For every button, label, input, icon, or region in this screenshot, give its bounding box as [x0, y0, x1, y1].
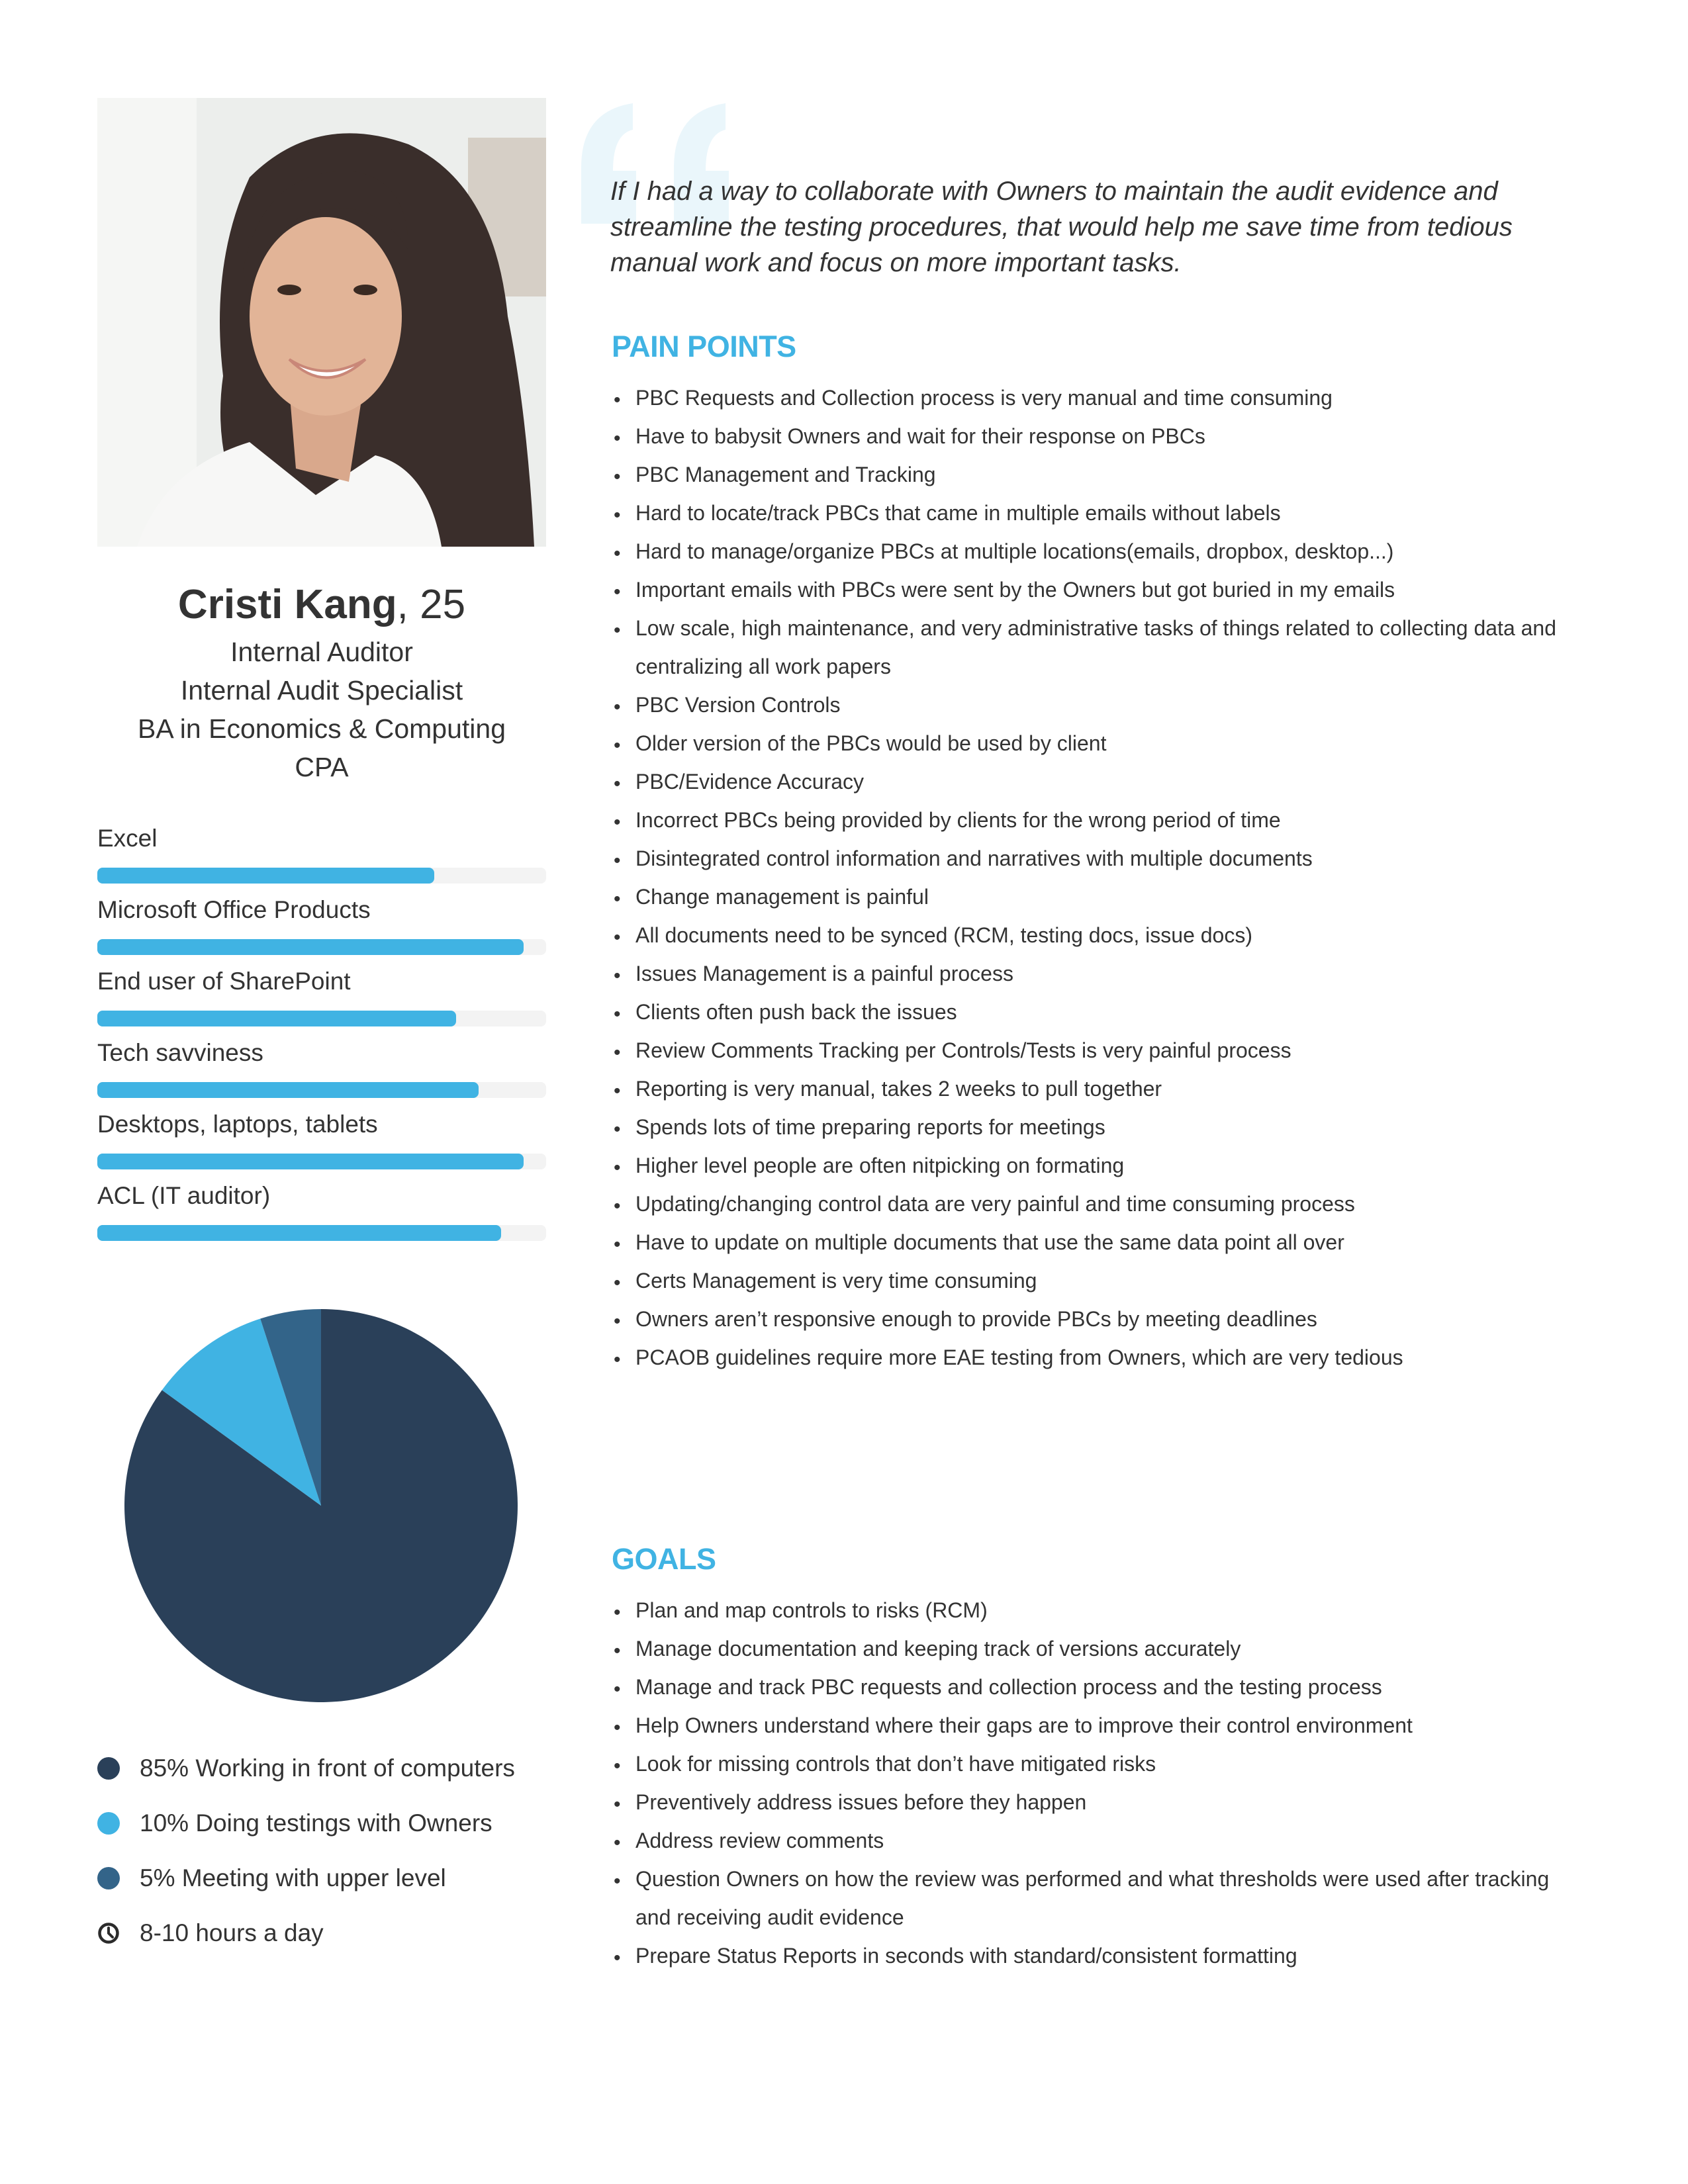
persona-photo	[97, 98, 546, 547]
bullet-icon: •	[614, 1118, 621, 1140]
skill-acl	[97, 1181, 546, 1252]
bullet-icon: •	[614, 1195, 621, 1217]
list-item-text: Change management is painful	[635, 885, 929, 909]
bullet-icon: •	[614, 927, 621, 948]
goals-heading: GOALS	[612, 1542, 716, 1576]
persona-certification: CPA	[295, 752, 349, 782]
list-item-text: Address review comments	[635, 1829, 884, 1852]
bullet-icon: •	[614, 1870, 621, 1892]
legend-dot-icon	[97, 1757, 120, 1780]
legend-dot-icon	[97, 1867, 120, 1889]
legend-label: 5% Meeting with upper level	[140, 1864, 446, 1891]
skill-label: Tech savviness	[97, 1039, 263, 1066]
list-item	[612, 1706, 1571, 1745]
bullet-icon: •	[614, 1640, 621, 1662]
persona-identity	[97, 577, 546, 786]
bullet-icon: •	[614, 811, 621, 833]
list-item-text: Hard to locate/track PBCs that came in multiple emails without labels	[635, 501, 1281, 525]
skill-label: Microsoft Office Products	[97, 896, 371, 923]
list-item-text: Hard to manage/organize PBCs at multiple locations(emails, dropbox, desktop...)	[635, 539, 1394, 563]
skill-label: Desktops, laptops, tablets	[97, 1111, 378, 1138]
persona-education: BA in Economics & Computing	[137, 713, 506, 744]
skill-progress-track	[97, 1154, 546, 1169]
list-item	[612, 1031, 1571, 1069]
persona-quote: If I had a way to collaborate with Owners to maintain the audit evidence and streamline the testing procedures, that would help me save time from tedious manual work and focus on more important tasks.	[610, 177, 1513, 277]
list-item-text: PBC/Evidence Accuracy	[635, 770, 865, 794]
bullet-icon: •	[614, 543, 621, 565]
legend-item-testing	[97, 1796, 561, 1850]
list-item	[612, 686, 1571, 724]
legend-label: 10% Doing testings with Owners	[140, 1809, 492, 1837]
list-item	[612, 1108, 1571, 1146]
list-item	[612, 1300, 1571, 1338]
skill-label: Excel	[97, 825, 158, 852]
list-item-text: Review Comments Tracking per Controls/Tests is very painful process	[635, 1038, 1291, 1062]
persona-title: Internal Audit Specialist	[180, 675, 463, 705]
skill-label: ACL (IT auditor)	[97, 1182, 271, 1209]
list-item	[612, 1146, 1571, 1185]
list-item	[612, 762, 1571, 801]
list-item-text: Spends lots of time preparing reports for meetings	[635, 1115, 1105, 1139]
skill-microsoft-office	[97, 895, 546, 966]
name-text: Cristi Kang	[177, 582, 397, 627]
bullet-icon: •	[614, 773, 621, 795]
list-item-text: Disintegrated control information and narratives with multiple documents	[635, 846, 1313, 870]
bullet-icon: •	[614, 428, 621, 449]
skill-sharepoint	[97, 966, 546, 1038]
bullet-icon: •	[614, 1832, 621, 1854]
bullet-icon: •	[614, 696, 621, 718]
skill-progress-track	[97, 1225, 546, 1241]
list-item	[612, 1783, 1571, 1821]
list-item-text: Manage documentation and keeping track of versions accurately	[635, 1637, 1241, 1661]
bullet-icon: •	[614, 619, 621, 641]
list-item-text: PBC Requests and Collection process is very manual and time consuming	[635, 386, 1333, 410]
list-item	[612, 801, 1571, 839]
bullet-icon: •	[614, 1080, 621, 1102]
list-item	[612, 379, 1571, 417]
list-item-text: Question Owners on how the review was performed and what thresholds were used after tracking and receiving audit evidence	[635, 1867, 1550, 1929]
list-item	[612, 494, 1571, 532]
bullet-icon: •	[614, 888, 621, 910]
legend-item-hours	[97, 1905, 561, 1960]
legend-item-computers	[97, 1741, 561, 1796]
list-item-text: PCAOB guidelines require more EAE testing from Owners, which are very tedious	[635, 1345, 1403, 1369]
list-item	[612, 724, 1571, 762]
bullet-icon: •	[614, 1717, 621, 1739]
list-item	[612, 954, 1571, 993]
legend-dot-icon	[97, 1812, 120, 1835]
pie-chart-svg	[122, 1307, 520, 1704]
list-item-text: Manage and track PBC requests and collection process and the testing process	[635, 1675, 1382, 1699]
list-item-text: Reporting is very manual, takes 2 weeks to pull together	[635, 1077, 1162, 1101]
skill-progress-fill	[97, 1225, 501, 1241]
goals-list	[612, 1591, 1571, 1975]
list-item	[612, 1668, 1571, 1706]
portrait-image	[97, 98, 546, 547]
list-item-text: Clients often push back the issues	[635, 1000, 957, 1024]
bullet-icon: •	[614, 735, 621, 756]
list-item-text: Have to babysit Owners and wait for their response on PBCs	[635, 424, 1205, 448]
list-item-text: PBC Management and Tracking	[635, 463, 936, 486]
list-item-text: Higher level people are often nitpicking on formating	[635, 1154, 1125, 1177]
skill-progress-fill	[97, 1082, 479, 1098]
list-item-text: Owners aren’t responsive enough to provide PBCs by meeting deadlines	[635, 1307, 1317, 1331]
list-item	[612, 993, 1571, 1031]
hours-label: 8-10 hours a day	[140, 1919, 324, 1946]
skill-progress-fill	[97, 1011, 456, 1026]
list-item	[612, 1860, 1571, 1936]
list-item	[612, 1629, 1571, 1668]
list-item-text: All documents need to be synced (RCM, testing docs, issue docs)	[635, 923, 1252, 947]
legend-item-meetings	[97, 1850, 561, 1905]
list-item	[612, 839, 1571, 878]
list-item	[612, 455, 1571, 494]
pain-points-heading: PAIN POINTS	[612, 330, 796, 363]
skills-list	[97, 823, 546, 1252]
skill-excel	[97, 823, 546, 895]
age-text: , 25	[397, 582, 466, 627]
skill-progress-track	[97, 1082, 546, 1098]
bullet-icon: •	[614, 965, 621, 987]
skill-progress-fill	[97, 868, 434, 884]
skill-label: End user of SharePoint	[97, 968, 351, 995]
list-item	[612, 417, 1571, 455]
bullet-icon: •	[614, 1310, 621, 1332]
bullet-icon: •	[614, 1157, 621, 1179]
time-allocation-pie-chart	[122, 1307, 520, 1704]
list-item	[612, 1745, 1571, 1783]
bullet-icon: •	[614, 581, 621, 603]
list-item-text: Look for missing controls that don’t have mitigated risks	[635, 1752, 1156, 1776]
bullet-icon: •	[614, 1947, 621, 1969]
list-item	[612, 1223, 1571, 1261]
bullet-icon: •	[614, 504, 621, 526]
list-item-text: Certs Management is very time consuming	[635, 1269, 1037, 1293]
bullet-icon: •	[614, 1602, 621, 1623]
clock-icon	[97, 1922, 120, 1944]
list-item-text: Have to update on multiple documents that use the same data point all over	[635, 1230, 1344, 1254]
list-item	[612, 1185, 1571, 1223]
bullet-icon: •	[614, 1042, 621, 1064]
pain-points-list	[612, 379, 1571, 1377]
legend-label: 85% Working in front of computers	[140, 1754, 515, 1782]
list-item	[612, 1338, 1571, 1377]
bullet-icon: •	[614, 1234, 621, 1255]
list-item-text: Help Owners understand where their gaps are to improve their control environment	[635, 1713, 1413, 1737]
skill-devices	[97, 1109, 546, 1181]
list-item	[612, 609, 1571, 686]
list-item-text: Preventively address issues before they happen	[635, 1790, 1087, 1814]
list-item-text: Older version of the PBCs would be used by client	[635, 731, 1107, 755]
bullet-icon: •	[614, 1755, 621, 1777]
list-item-text: Incorrect PBCs being provided by clients for the wrong period of time	[635, 808, 1281, 832]
list-item	[612, 1591, 1571, 1629]
list-item-text: Prepare Status Reports in seconds with standard/consistent formatting	[635, 1944, 1297, 1968]
pie-legend	[97, 1741, 561, 1960]
skill-progress-fill	[97, 939, 524, 955]
list-item	[612, 532, 1571, 570]
bullet-icon: •	[614, 389, 621, 411]
bullet-icon: •	[614, 850, 621, 872]
bullet-icon: •	[614, 466, 621, 488]
list-item-text: Updating/changing control data are very painful and time consuming process	[635, 1192, 1355, 1216]
persona-role: Internal Auditor	[230, 637, 413, 667]
list-item	[612, 916, 1571, 954]
skill-progress-track	[97, 868, 546, 884]
skill-progress-track	[97, 1011, 546, 1026]
list-item	[612, 1936, 1571, 1975]
bullet-icon: •	[614, 1794, 621, 1815]
list-item	[612, 878, 1571, 916]
bullet-icon: •	[614, 1272, 621, 1294]
list-item-text: Important emails with PBCs were sent by the Owners but got buried in my emails	[635, 578, 1395, 602]
skill-progress-fill	[97, 1154, 524, 1169]
list-item-text: PBC Version Controls	[635, 693, 841, 717]
persona-name	[97, 577, 546, 633]
list-item	[612, 1261, 1571, 1300]
list-item-text: Plan and map controls to risks (RCM)	[635, 1598, 988, 1622]
bullet-icon: •	[614, 1678, 621, 1700]
list-item-text: Issues Management is a painful process	[635, 962, 1013, 985]
bullet-icon: •	[614, 1349, 621, 1371]
list-item	[612, 1821, 1571, 1860]
bullet-icon: •	[614, 1003, 621, 1025]
list-item	[612, 1069, 1571, 1108]
skill-progress-track	[97, 939, 546, 955]
list-item	[612, 570, 1571, 609]
skill-tech-savviness	[97, 1038, 546, 1109]
list-item-text: Low scale, high maintenance, and very administrative tasks of things related to collecting data and centralizing all work papers	[635, 616, 1557, 678]
